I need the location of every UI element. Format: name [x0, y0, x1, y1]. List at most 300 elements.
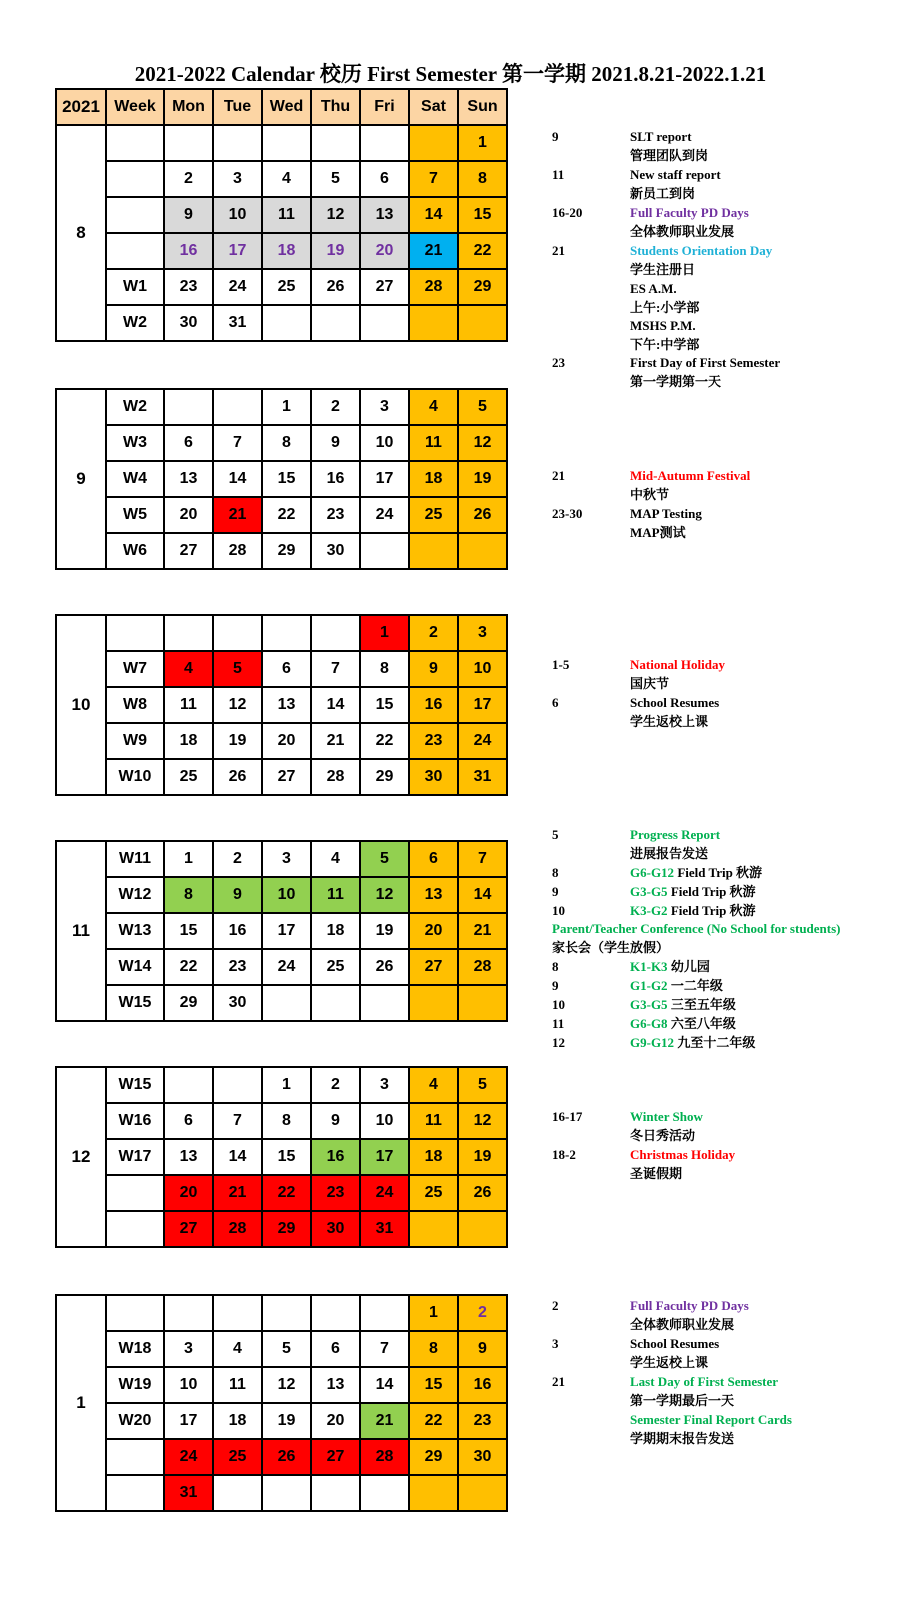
day-cell	[458, 305, 507, 341]
week-number: W1	[106, 269, 164, 305]
event-title: Full Faculty PD Days	[630, 205, 749, 220]
week-number	[106, 1475, 164, 1511]
day-cell: 1	[409, 1295, 458, 1331]
header-thu: Thu	[311, 89, 360, 125]
day-cell: 26	[262, 1439, 311, 1475]
week-row	[56, 687, 507, 723]
day-cell: 12	[213, 687, 262, 723]
day-cell: 24	[360, 497, 409, 533]
day-cell: 13	[262, 687, 311, 723]
day-cell: 10	[360, 1103, 409, 1139]
day-cell: 25	[164, 759, 213, 795]
event-title: Semester Final Report Cards	[630, 1412, 792, 1427]
week-number: W4	[106, 461, 164, 497]
day-cell: 6	[360, 161, 409, 197]
day-cell: 5	[458, 389, 507, 425]
field-trip-text: Field Trip 秋游	[670, 884, 756, 899]
day-cell	[213, 1295, 262, 1331]
header-tue: Tue	[213, 89, 262, 125]
day-cell: 16	[311, 1139, 360, 1175]
field-trip-line	[630, 903, 756, 919]
day-cell: 27	[360, 269, 409, 305]
day-cell: 12	[311, 197, 360, 233]
conference-day-line	[630, 1016, 736, 1032]
week-number: W6	[106, 533, 164, 569]
grade-range: G1-G2	[630, 978, 668, 993]
day-cell: 19	[360, 913, 409, 949]
day-cell	[409, 125, 458, 161]
day-cell: 18	[409, 1139, 458, 1175]
day-cell: 4	[262, 161, 311, 197]
event-date: 9	[552, 129, 559, 144]
week-number: W8	[106, 687, 164, 723]
day-cell	[360, 305, 409, 341]
header-row	[56, 89, 507, 125]
day-cell: 3	[360, 389, 409, 425]
day-cell	[262, 305, 311, 341]
week-row	[56, 1295, 507, 1331]
day-cell	[311, 615, 360, 651]
week-row	[56, 723, 507, 759]
event-title-cn: 中秋节	[630, 487, 670, 502]
day-cell	[262, 125, 311, 161]
day-cell: 14	[360, 1367, 409, 1403]
day-cell: 16	[409, 687, 458, 723]
day-cell: 9	[311, 1103, 360, 1139]
day-cell: 16	[311, 461, 360, 497]
event-title-cn: 第一学期第一天	[630, 374, 722, 389]
month-table-8	[55, 88, 508, 342]
day-cell: 24	[213, 269, 262, 305]
grade-name-cn: 九至十二年级	[677, 1035, 756, 1050]
day-cell: 30	[311, 533, 360, 569]
week-number	[106, 1211, 164, 1247]
day-cell: 6	[311, 1331, 360, 1367]
week-row	[56, 125, 507, 161]
day-cell	[360, 1295, 409, 1331]
day-cell: 30	[311, 1211, 360, 1247]
day-cell: 14	[213, 461, 262, 497]
day-cell: 9	[213, 877, 262, 913]
week-row	[56, 305, 507, 341]
day-cell: 9	[458, 1331, 507, 1367]
grade-name-cn: 三至五年级	[670, 997, 736, 1012]
day-cell: 21	[458, 913, 507, 949]
day-cell: 15	[164, 913, 213, 949]
week-row	[56, 1211, 507, 1247]
day-cell: 12	[262, 1367, 311, 1403]
week-number: W5	[106, 497, 164, 533]
week-row	[56, 1139, 507, 1175]
header-wed: Wed	[262, 89, 311, 125]
event-date: 23-30	[552, 506, 583, 521]
day-cell: 13	[164, 1139, 213, 1175]
day-cell: 25	[213, 1439, 262, 1475]
event-title: Last Day of First Semester	[630, 1374, 779, 1389]
day-cell: 8	[409, 1331, 458, 1367]
day-cell: 6	[409, 841, 458, 877]
day-cell: 30	[213, 985, 262, 1021]
event-title-cn: 管理团队到岗	[630, 148, 709, 163]
day-cell	[262, 615, 311, 651]
day-cell: 17	[262, 913, 311, 949]
day-cell: 7	[213, 425, 262, 461]
event-date: 10	[552, 997, 565, 1012]
grade-range: K1-K3	[630, 959, 668, 974]
event-title: School Resumes	[630, 695, 720, 710]
event-date: 3	[552, 1336, 559, 1351]
week-number	[106, 1295, 164, 1331]
day-cell	[213, 125, 262, 161]
week-row	[56, 985, 507, 1021]
grade-range: G6-G8	[630, 1016, 668, 1031]
month-table-12	[55, 1066, 508, 1248]
week-number: W13	[106, 913, 164, 949]
week-number	[106, 197, 164, 233]
week-number: W15	[106, 1067, 164, 1103]
event-date: 6	[552, 695, 559, 710]
week-number	[106, 1175, 164, 1211]
event-date: 8	[552, 865, 559, 880]
day-cell: 25	[262, 269, 311, 305]
day-cell	[409, 1211, 458, 1247]
day-cell: 17	[458, 687, 507, 723]
day-cell	[360, 533, 409, 569]
day-cell	[311, 1295, 360, 1331]
day-cell: 27	[311, 1439, 360, 1475]
day-cell	[409, 533, 458, 569]
day-cell: 17	[213, 233, 262, 269]
day-cell	[262, 1475, 311, 1511]
day-cell: 4	[311, 841, 360, 877]
day-cell: 12	[360, 877, 409, 913]
day-cell: 10	[262, 877, 311, 913]
day-cell: 10	[164, 1367, 213, 1403]
day-cell: 28	[409, 269, 458, 305]
month-label: 11	[56, 841, 106, 1021]
day-cell	[458, 533, 507, 569]
field-trip-line	[630, 865, 762, 881]
day-cell: 18	[311, 913, 360, 949]
week-row	[56, 461, 507, 497]
grade-name-cn: 幼儿园	[670, 959, 710, 974]
day-cell: 11	[213, 1367, 262, 1403]
day-cell: 4	[409, 1067, 458, 1103]
day-cell: 7	[458, 841, 507, 877]
day-cell: 22	[262, 1175, 311, 1211]
day-cell: 21	[360, 1403, 409, 1439]
week-number: W11	[106, 841, 164, 877]
day-cell: 26	[213, 759, 262, 795]
event-title-cn: 圣诞假期	[630, 1166, 683, 1181]
day-cell: 6	[164, 425, 213, 461]
week-number: W2	[106, 389, 164, 425]
day-cell: 4	[213, 1331, 262, 1367]
week-row	[56, 841, 507, 877]
month-label: 9	[56, 389, 106, 569]
week-number: W7	[106, 651, 164, 687]
event-date: 9	[552, 978, 559, 993]
day-cell: 15	[262, 461, 311, 497]
day-cell: 20	[311, 1403, 360, 1439]
day-cell: 19	[213, 723, 262, 759]
day-cell: 4	[409, 389, 458, 425]
event-detail: MSHS P.M.	[630, 318, 696, 333]
week-number	[106, 125, 164, 161]
day-cell	[262, 1295, 311, 1331]
header-mon: Mon	[164, 89, 213, 125]
event-date: 12	[552, 1035, 565, 1050]
day-cell	[164, 389, 213, 425]
event-date: 9	[552, 884, 559, 899]
week-number: W19	[106, 1367, 164, 1403]
month-table-1	[55, 1294, 508, 1512]
day-cell: 3	[164, 1331, 213, 1367]
day-cell: 3	[262, 841, 311, 877]
day-cell: 11	[262, 197, 311, 233]
day-cell: 25	[409, 1175, 458, 1211]
day-cell: 8	[360, 651, 409, 687]
day-cell: 18	[409, 461, 458, 497]
week-row	[56, 949, 507, 985]
day-cell: 29	[458, 269, 507, 305]
grade-range: G9-G12	[630, 1035, 675, 1050]
day-cell: 20	[262, 723, 311, 759]
event-title: SLT report	[630, 129, 692, 144]
day-cell: 29	[409, 1439, 458, 1475]
day-cell: 13	[409, 877, 458, 913]
day-cell: 12	[458, 425, 507, 461]
week-number	[106, 1439, 164, 1475]
day-cell: 11	[311, 877, 360, 913]
conference-day-line	[630, 1035, 755, 1051]
day-cell: 20	[360, 233, 409, 269]
day-cell	[360, 1475, 409, 1511]
day-cell: 2	[409, 615, 458, 651]
day-cell: 18	[262, 233, 311, 269]
week-number: W12	[106, 877, 164, 913]
day-cell	[409, 985, 458, 1021]
day-cell: 22	[164, 949, 213, 985]
day-cell	[311, 985, 360, 1021]
week-number: W17	[106, 1139, 164, 1175]
day-cell: 27	[262, 759, 311, 795]
event-title: Progress Report	[630, 827, 721, 842]
event-title: First Day of First Semester	[630, 355, 781, 370]
week-row	[56, 1103, 507, 1139]
day-cell: 24	[262, 949, 311, 985]
month-label: 8	[56, 125, 106, 341]
day-cell: 21	[213, 1175, 262, 1211]
event-date: 21	[552, 1374, 565, 1389]
day-cell: 2	[164, 161, 213, 197]
event-title: National Holiday	[630, 657, 725, 672]
week-row	[56, 1067, 507, 1103]
day-cell: 23	[311, 1175, 360, 1211]
event-date: 16-20	[552, 205, 583, 220]
day-cell	[213, 1475, 262, 1511]
day-cell: 25	[311, 949, 360, 985]
conference-day-line	[630, 959, 710, 975]
event-date: 11	[552, 167, 565, 182]
day-cell: 20	[409, 913, 458, 949]
day-cell: 16	[213, 913, 262, 949]
week-number: W2	[106, 305, 164, 341]
day-cell: 6	[262, 651, 311, 687]
day-cell	[164, 125, 213, 161]
week-row	[56, 1331, 507, 1367]
month-table-10	[55, 614, 508, 796]
week-row	[56, 1403, 507, 1439]
day-cell: 22	[409, 1403, 458, 1439]
week-row	[56, 497, 507, 533]
day-cell: 8	[458, 161, 507, 197]
day-cell: 23	[458, 1403, 507, 1439]
week-row	[56, 615, 507, 651]
day-cell: 31	[213, 305, 262, 341]
day-cell: 23	[409, 723, 458, 759]
day-cell: 17	[360, 1139, 409, 1175]
day-cell	[458, 1211, 507, 1247]
day-cell: 9	[164, 197, 213, 233]
day-cell: 28	[458, 949, 507, 985]
day-cell: 10	[360, 425, 409, 461]
day-cell: 29	[262, 1211, 311, 1247]
day-cell: 14	[213, 1139, 262, 1175]
week-row	[56, 389, 507, 425]
day-cell: 24	[360, 1175, 409, 1211]
conference-day-line	[630, 997, 736, 1013]
event-detail: 下午:中学部	[630, 337, 700, 352]
event-date: 11	[552, 1016, 565, 1031]
header-week: Week	[106, 89, 164, 125]
day-cell	[213, 1067, 262, 1103]
day-cell: 16	[458, 1367, 507, 1403]
event-date: 23	[552, 355, 565, 370]
day-cell: 23	[164, 269, 213, 305]
week-number: W3	[106, 425, 164, 461]
header-year: 2021	[56, 89, 106, 125]
event-title-cn: 冬日秀活动	[630, 1128, 696, 1143]
event-title-cn: 学生返校上课	[630, 714, 709, 729]
day-cell: 22	[360, 723, 409, 759]
day-cell: 8	[262, 425, 311, 461]
day-cell	[213, 389, 262, 425]
day-cell: 7	[360, 1331, 409, 1367]
day-cell: 16	[164, 233, 213, 269]
day-cell: 13	[311, 1367, 360, 1403]
day-cell	[458, 1475, 507, 1511]
day-cell: 23	[311, 497, 360, 533]
conference-title: Parent/Teacher Conference (No School for students)	[552, 921, 841, 936]
event-title-cn: 学生返校上课	[630, 1355, 709, 1370]
day-cell: 6	[164, 1103, 213, 1139]
day-cell: 4	[164, 651, 213, 687]
event-date: 10	[552, 903, 565, 918]
day-cell: 31	[360, 1211, 409, 1247]
day-cell: 21	[409, 233, 458, 269]
month-table-11	[55, 840, 508, 1022]
grade-range: K3-G2	[630, 903, 668, 918]
week-number: W10	[106, 759, 164, 795]
page-title: 2021-2022 Calendar 校历 First Semester 第一学期 2021.8.21-2022.1.21	[134, 62, 767, 86]
event-date: 8	[552, 959, 559, 974]
day-cell: 17	[360, 461, 409, 497]
day-cell: 9	[311, 425, 360, 461]
day-cell: 5	[360, 841, 409, 877]
day-cell: 1	[164, 841, 213, 877]
day-cell: 28	[311, 759, 360, 795]
grade-name-cn: 六至八年级	[670, 1016, 736, 1031]
day-cell: 30	[164, 305, 213, 341]
field-trip-text: Field Trip 秋游	[677, 865, 763, 880]
day-cell: 9	[409, 651, 458, 687]
day-cell: 26	[311, 269, 360, 305]
day-cell: 27	[409, 949, 458, 985]
day-cell: 19	[458, 1139, 507, 1175]
week-row	[56, 913, 507, 949]
month-table-9	[55, 388, 508, 570]
day-cell	[409, 305, 458, 341]
day-cell: 14	[409, 197, 458, 233]
event-title: Winter Show	[630, 1109, 703, 1124]
week-row	[56, 233, 507, 269]
day-cell: 13	[360, 197, 409, 233]
conference-title-cn: 家长会（学生放假）	[552, 940, 670, 955]
day-cell: 15	[458, 197, 507, 233]
day-cell: 8	[262, 1103, 311, 1139]
week-row	[56, 533, 507, 569]
day-cell	[311, 305, 360, 341]
day-cell	[360, 125, 409, 161]
event-title-cn: 进展报告发送	[630, 846, 709, 861]
week-number	[106, 161, 164, 197]
grade-range: G3-G5	[630, 884, 668, 899]
day-cell: 14	[311, 687, 360, 723]
day-cell: 7	[409, 161, 458, 197]
day-cell: 24	[164, 1439, 213, 1475]
event-date: 21	[552, 468, 565, 483]
day-cell: 28	[213, 533, 262, 569]
event-title-cn: 学期期末报告发送	[630, 1431, 735, 1446]
day-cell: 5	[458, 1067, 507, 1103]
event-date: 21	[552, 243, 565, 258]
day-cell: 10	[213, 197, 262, 233]
day-cell: 28	[213, 1211, 262, 1247]
day-cell: 31	[164, 1475, 213, 1511]
day-cell: 31	[458, 759, 507, 795]
event-title-cn: MAP测试	[630, 525, 686, 540]
event-title-cn: 全体教师职业发展	[630, 224, 735, 239]
event-date: 5	[552, 827, 559, 842]
event-detail: 上午:小学部	[630, 300, 700, 315]
week-number	[106, 615, 164, 651]
day-cell: 2	[458, 1295, 507, 1331]
day-cell	[458, 985, 507, 1021]
day-cell: 5	[311, 161, 360, 197]
day-cell: 12	[458, 1103, 507, 1139]
week-row	[56, 1475, 507, 1511]
day-cell	[213, 615, 262, 651]
event-title-cn: 第一学期最后一天	[630, 1393, 735, 1408]
day-cell: 18	[213, 1403, 262, 1439]
week-row	[56, 877, 507, 913]
event-date: 1-5	[552, 657, 570, 672]
week-row	[56, 1439, 507, 1475]
event-title-cn: 学生注册日	[630, 262, 696, 277]
event-date: 18-2	[552, 1147, 576, 1162]
day-cell: 20	[164, 1175, 213, 1211]
